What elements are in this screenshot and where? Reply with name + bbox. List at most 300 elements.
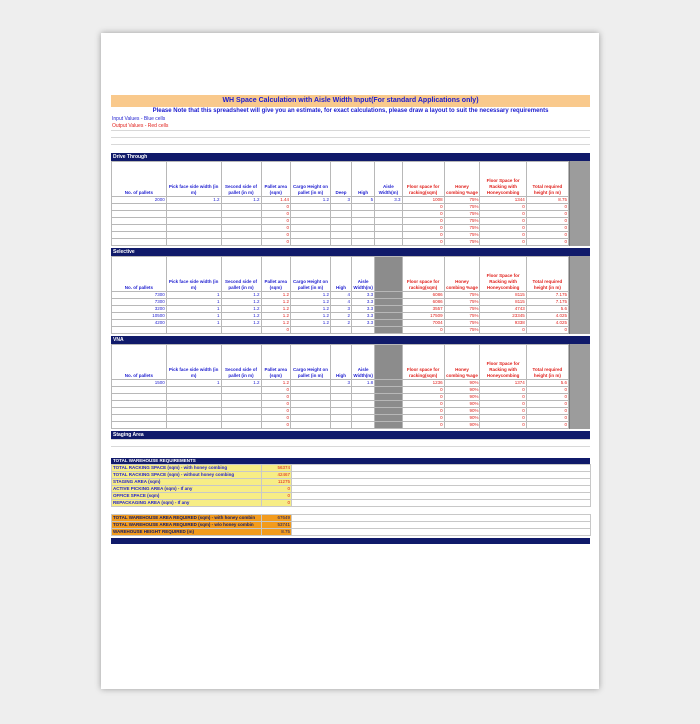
table-cell[interactable]: 7.175 — [526, 299, 568, 306]
vna-grid — [111, 344, 569, 429]
table-cell[interactable]: 1.2 — [221, 320, 261, 327]
summary-value[interactable]: 42467 — [262, 472, 292, 479]
table-cell[interactable] — [375, 327, 402, 334]
table-row — [112, 401, 569, 408]
table-cell[interactable] — [290, 218, 330, 225]
table-cell[interactable]: 1008 — [402, 197, 444, 204]
empty-cell — [292, 522, 591, 529]
table-cell[interactable] — [375, 204, 402, 211]
table-cell[interactable]: 1 — [166, 320, 221, 327]
table-cell[interactable] — [375, 320, 402, 327]
table-cell[interactable]: 0 — [402, 239, 444, 246]
table-cell[interactable]: 0 — [480, 232, 526, 239]
table-cell[interactable]: 0 — [402, 401, 444, 408]
empty-cell — [292, 486, 591, 493]
table-cell[interactable] — [330, 218, 351, 225]
table-cell[interactable] — [290, 225, 330, 232]
table-cell[interactable] — [375, 292, 402, 299]
table-row — [112, 387, 569, 394]
table-cell[interactable] — [352, 394, 375, 401]
table-cell[interactable]: 1500 — [112, 380, 167, 387]
table-cell[interactable]: 3.3 — [352, 299, 375, 306]
table-cell[interactable]: 0 — [402, 211, 444, 218]
table-cell[interactable]: 1.2 — [261, 313, 290, 320]
table-cell[interactable]: 0 — [480, 327, 526, 334]
table-cell[interactable] — [330, 422, 351, 429]
table-cell[interactable]: 0 — [261, 401, 290, 408]
table-cell[interactable]: 1.2 — [290, 197, 330, 204]
table-cell[interactable]: 0 — [480, 408, 526, 415]
table-cell[interactable]: 1.2 — [290, 313, 330, 320]
table-cell[interactable]: 1 — [166, 292, 221, 299]
table-cell[interactable]: 0 — [261, 204, 290, 211]
table-cell[interactable] — [375, 218, 402, 225]
table-cell[interactable]: 1 — [166, 306, 221, 313]
table-cell[interactable] — [112, 232, 167, 239]
table-cell[interactable]: 0 — [261, 225, 290, 232]
table-cell[interactable]: 0 — [261, 327, 290, 334]
table-cell[interactable]: 3 — [330, 380, 351, 387]
table-cell[interactable] — [375, 422, 402, 429]
table-cell[interactable] — [221, 387, 261, 394]
table-cell[interactable] — [166, 204, 221, 211]
table-cell[interactable] — [221, 327, 261, 334]
table-cell[interactable] — [112, 422, 167, 429]
vna-table — [111, 344, 590, 429]
table-cell[interactable] — [330, 394, 351, 401]
table-cell[interactable] — [290, 408, 330, 415]
table-cell[interactable]: 90% — [444, 380, 480, 387]
table-cell[interactable]: 1374 — [480, 380, 526, 387]
table-cell[interactable]: 1.2 — [261, 299, 290, 306]
table-cell[interactable] — [166, 211, 221, 218]
table-cell[interactable] — [112, 394, 167, 401]
table-cell[interactable] — [221, 401, 261, 408]
table-cell[interactable]: 5 — [352, 197, 375, 204]
table-cell[interactable]: 3.3 — [375, 197, 402, 204]
table-cell[interactable] — [330, 225, 351, 232]
table-cell[interactable]: 0 — [526, 211, 568, 218]
table-cell[interactable] — [352, 422, 375, 429]
table-cell[interactable]: 0 — [402, 408, 444, 415]
table-cell[interactable]: 3.3 — [352, 306, 375, 313]
table-cell[interactable]: 4 — [330, 292, 351, 299]
column-header — [375, 345, 402, 380]
table-cell[interactable]: 75% — [444, 204, 480, 211]
column-header: Floor space for racking(sqm) — [402, 257, 444, 292]
table-cell[interactable]: 1.2 — [221, 197, 261, 204]
table-cell[interactable]: 0 — [402, 204, 444, 211]
table-cell[interactable]: 4.025 — [526, 320, 568, 327]
table-cell[interactable] — [166, 387, 221, 394]
table-cell[interactable]: 90% — [444, 387, 480, 394]
table-cell[interactable]: 0 — [480, 415, 526, 422]
empty-cell — [292, 529, 591, 536]
table-cell[interactable]: 0 — [261, 211, 290, 218]
empty-cell — [292, 479, 591, 486]
empty-cell — [292, 500, 591, 507]
summary-label: REPACKAGING AREA (sqm) - If any — [112, 500, 262, 507]
table-cell[interactable] — [112, 218, 167, 225]
column-header: Pick face side width (in m) — [166, 345, 221, 380]
summary-value[interactable]: 11275 — [262, 479, 292, 486]
table-cell[interactable] — [112, 211, 167, 218]
table-cell[interactable]: 7.175 — [526, 292, 568, 299]
table-cell[interactable]: 0 — [480, 401, 526, 408]
legend-input: Input Values - Blue cells — [112, 116, 166, 122]
table-cell[interactable]: 1 — [166, 299, 221, 306]
scrollbar-gray-column — [569, 344, 590, 429]
table-cell[interactable] — [290, 401, 330, 408]
table-cell[interactable]: 1.2 — [290, 306, 330, 313]
column-header: Second side of pallet (in m) — [221, 345, 261, 380]
table-cell[interactable]: 0 — [480, 387, 526, 394]
table-cell[interactable]: 0 — [480, 422, 526, 429]
table-cell[interactable] — [290, 422, 330, 429]
table-cell[interactable]: 3.3 — [352, 292, 375, 299]
table-cell[interactable]: 0 — [261, 232, 290, 239]
table-cell[interactable]: 1.2 — [261, 320, 290, 327]
table-cell[interactable]: 7300 — [112, 299, 167, 306]
table-cell[interactable] — [290, 232, 330, 239]
table-cell[interactable]: 2000 — [112, 197, 167, 204]
table-cell[interactable]: 3.3 — [352, 313, 375, 320]
table-cell[interactable] — [330, 211, 351, 218]
column-header: Honey combing %age — [444, 162, 480, 197]
table-cell[interactable] — [290, 327, 330, 334]
table-cell[interactable]: 75% — [444, 320, 480, 327]
table-cell[interactable]: 0 — [402, 415, 444, 422]
table-cell[interactable]: 17509 — [402, 313, 444, 320]
table-cell[interactable] — [375, 299, 402, 306]
table-cell[interactable]: 3557 — [402, 306, 444, 313]
table-cell[interactable]: 90% — [444, 394, 480, 401]
table-cell[interactable]: 0 — [526, 401, 568, 408]
column-header: High — [352, 162, 375, 197]
table-cell[interactable]: 75% — [444, 218, 480, 225]
table-cell[interactable]: 1.8 — [352, 380, 375, 387]
table-cell[interactable]: 3 — [330, 306, 351, 313]
table-cell[interactable] — [290, 415, 330, 422]
table-cell[interactable]: 8115 — [480, 299, 526, 306]
table-cell[interactable] — [112, 327, 167, 334]
table-cell[interactable] — [290, 387, 330, 394]
table-cell[interactable] — [330, 232, 351, 239]
column-header: High — [330, 345, 351, 380]
table-cell[interactable]: 0 — [526, 204, 568, 211]
summary-value[interactable]: 56374 — [262, 465, 292, 472]
table-cell[interactable]: 0 — [480, 394, 526, 401]
table-cell[interactable] — [221, 422, 261, 429]
table-cell[interactable]: 1.2 — [290, 320, 330, 327]
table-cell[interactable]: 2 — [330, 320, 351, 327]
table-cell[interactable]: 90% — [444, 401, 480, 408]
table-cell[interactable] — [330, 408, 351, 415]
table-cell[interactable]: 1.2 — [261, 292, 290, 299]
table-cell[interactable]: 75% — [444, 292, 480, 299]
summary-value[interactable]: 0 — [262, 486, 292, 493]
table-cell[interactable] — [290, 211, 330, 218]
table-cell[interactable] — [112, 387, 167, 394]
table-cell[interactable]: 23345 — [480, 313, 526, 320]
table-cell[interactable] — [166, 232, 221, 239]
table-cell[interactable]: 0 — [402, 387, 444, 394]
table-cell[interactable]: 4.025 — [526, 313, 568, 320]
summary-label: WAREHOUSE HEIGHT REQUIRED (m) — [112, 529, 262, 536]
table-cell[interactable]: 1.2 — [261, 380, 290, 387]
table-cell[interactable]: 1236 — [402, 380, 444, 387]
table-cell[interactable] — [290, 394, 330, 401]
table-cell[interactable] — [112, 225, 167, 232]
table-cell[interactable] — [166, 415, 221, 422]
summary-value[interactable]: 0 — [262, 500, 292, 507]
section-selective: Selective — [111, 248, 590, 256]
table-cell[interactable]: 0 — [261, 218, 290, 225]
table-cell[interactable] — [330, 327, 351, 334]
column-header: No. of pallets — [112, 257, 167, 292]
table-cell[interactable]: 1.2 — [290, 299, 330, 306]
table-cell[interactable] — [112, 204, 167, 211]
table-cell[interactable] — [166, 422, 221, 429]
table-cell[interactable] — [112, 408, 167, 415]
table-row — [112, 327, 569, 334]
table-cell[interactable] — [112, 415, 167, 422]
table-cell[interactable] — [221, 232, 261, 239]
table-cell[interactable]: 0 — [526, 218, 568, 225]
table-row — [112, 422, 569, 429]
summary-row — [112, 465, 591, 472]
selective-grid — [111, 256, 569, 334]
table-cell[interactable] — [352, 204, 375, 211]
table-cell[interactable]: 7004 — [402, 320, 444, 327]
table-cell[interactable] — [352, 387, 375, 394]
table-cell[interactable]: 1.2 — [221, 380, 261, 387]
table-cell[interactable] — [166, 239, 221, 246]
table-cell[interactable]: 75% — [444, 239, 480, 246]
table-cell[interactable] — [166, 408, 221, 415]
table-cell[interactable]: 4200 — [112, 320, 167, 327]
summary-label: TOTAL WAREHOUSE AREA REQUIRED (sqm) - with honey combin — [112, 515, 262, 522]
table-cell[interactable] — [375, 306, 402, 313]
table-cell[interactable]: 4743 — [480, 306, 526, 313]
table-cell[interactable]: 1.2 — [221, 313, 261, 320]
table-cell[interactable] — [352, 232, 375, 239]
table-cell[interactable]: 1344 — [480, 197, 526, 204]
table-row — [112, 218, 569, 225]
table-cell[interactable] — [375, 225, 402, 232]
table-row — [112, 299, 569, 306]
section-staging-area: Staging Area — [111, 431, 590, 439]
table-cell[interactable]: 0 — [526, 327, 568, 334]
table-cell[interactable]: 6086 — [402, 299, 444, 306]
table-cell[interactable] — [330, 387, 351, 394]
table-cell[interactable]: 90% — [444, 415, 480, 422]
table-cell[interactable] — [352, 401, 375, 408]
table-cell[interactable] — [166, 401, 221, 408]
table-cell[interactable]: 4 — [330, 299, 351, 306]
table-cell[interactable] — [290, 239, 330, 246]
column-header: Total required height (in m) — [526, 162, 568, 197]
table-cell[interactable]: 1 — [166, 380, 221, 387]
table-cell[interactable]: 9338 — [480, 320, 526, 327]
table-cell[interactable]: 0 — [402, 218, 444, 225]
table-cell[interactable] — [352, 225, 375, 232]
table-cell[interactable]: 0 — [526, 394, 568, 401]
table-cell[interactable] — [221, 408, 261, 415]
table-cell[interactable] — [221, 415, 261, 422]
summary-row — [112, 529, 591, 536]
table-cell[interactable] — [221, 204, 261, 211]
table-cell[interactable] — [221, 218, 261, 225]
table-cell[interactable]: 1.2 — [261, 306, 290, 313]
summary-label: TOTAL RACKING SPACE (sqm) - with honey combing — [112, 465, 262, 472]
column-header: Deep — [330, 162, 351, 197]
table-cell[interactable] — [352, 211, 375, 218]
table-cell[interactable]: 1.2 — [166, 197, 221, 204]
table-cell[interactable]: 75% — [444, 299, 480, 306]
summary-value[interactable]: 8.75 — [262, 529, 292, 536]
table-cell[interactable] — [330, 204, 351, 211]
table-cell[interactable] — [375, 211, 402, 218]
table-cell[interactable]: 0 — [480, 218, 526, 225]
table-cell[interactable]: 0 — [480, 239, 526, 246]
table-cell[interactable]: 0 — [261, 394, 290, 401]
table-cell[interactable]: 0 — [480, 211, 526, 218]
table-cell[interactable] — [352, 327, 375, 334]
table-cell[interactable]: 75% — [444, 232, 480, 239]
table-cell[interactable]: 0 — [261, 387, 290, 394]
drive-through-table — [111, 161, 590, 246]
table-cell[interactable]: 1 — [166, 313, 221, 320]
table-cell[interactable]: 0 — [402, 327, 444, 334]
column-header: Second side of pallet (in m) — [221, 257, 261, 292]
summary-value[interactable]: 0 — [262, 493, 292, 500]
table-cell[interactable]: 6086 — [402, 292, 444, 299]
table-cell[interactable] — [221, 394, 261, 401]
table-cell[interactable] — [352, 415, 375, 422]
table-cell[interactable] — [375, 239, 402, 246]
table-cell[interactable] — [166, 218, 221, 225]
table-cell[interactable] — [375, 313, 402, 320]
column-header: Aisle Width(m) — [352, 345, 375, 380]
summary-row — [112, 500, 591, 507]
spreadsheet — [111, 95, 590, 544]
summary-value[interactable]: 67649 — [262, 515, 292, 522]
table-cell[interactable]: 75% — [444, 197, 480, 204]
table-cell[interactable] — [112, 401, 167, 408]
table-cell[interactable] — [166, 394, 221, 401]
table-cell[interactable]: 0 — [402, 422, 444, 429]
table-row — [112, 320, 569, 327]
table-cell[interactable]: 0 — [261, 408, 290, 415]
table-cell[interactable]: 0 — [261, 415, 290, 422]
table-cell[interactable] — [375, 387, 402, 394]
table-cell[interactable]: 1.44 — [261, 197, 290, 204]
table-cell[interactable] — [375, 415, 402, 422]
table-cell[interactable] — [352, 239, 375, 246]
table-cell[interactable]: 1.2 — [221, 306, 261, 313]
table-cell[interactable] — [166, 225, 221, 232]
table-cell[interactable] — [112, 239, 167, 246]
table-cell[interactable]: 0 — [402, 394, 444, 401]
table-cell[interactable]: 5.6 — [526, 380, 568, 387]
table-cell[interactable] — [352, 218, 375, 225]
table-cell[interactable] — [375, 401, 402, 408]
sheet-note: Please Note that this spreadsheet will give you an estimate, for exact calculations, please draw a layout to suit the necessary requirements — [152, 108, 549, 114]
table-cell[interactable]: 1.2 — [221, 292, 261, 299]
summary-yellow-table — [111, 464, 591, 507]
table-cell[interactable]: 0 — [526, 387, 568, 394]
column-header: Honey combing %age — [444, 257, 480, 292]
table-cell[interactable] — [375, 380, 402, 387]
table-cell[interactable]: 8.75 — [526, 197, 568, 204]
table-cell[interactable] — [375, 232, 402, 239]
summary-row — [112, 493, 591, 500]
table-cell[interactable] — [375, 394, 402, 401]
table-cell[interactable] — [221, 239, 261, 246]
table-cell[interactable]: 7300 — [112, 292, 167, 299]
table-cell[interactable]: 0 — [526, 225, 568, 232]
table-cell[interactable]: 3 — [330, 197, 351, 204]
table-cell[interactable]: 1.2 — [290, 292, 330, 299]
table-cell[interactable]: 75% — [444, 327, 480, 334]
table-cell[interactable]: 0 — [261, 239, 290, 246]
table-cell[interactable]: 10500 — [112, 313, 167, 320]
table-cell[interactable]: 0 — [402, 225, 444, 232]
table-cell[interactable] — [290, 204, 330, 211]
table-cell[interactable] — [352, 408, 375, 415]
column-header: Floor space for racking(sqm) — [402, 162, 444, 197]
table-cell[interactable]: 0 — [480, 225, 526, 232]
table-cell[interactable]: 1.2 — [221, 299, 261, 306]
table-row — [112, 408, 569, 415]
table-cell[interactable]: 5.6 — [526, 306, 568, 313]
column-header: Cargo Height on pallet (in m) — [290, 162, 330, 197]
table-cell[interactable]: 8115 — [480, 292, 526, 299]
table-cell[interactable]: 0 — [526, 408, 568, 415]
table-cell[interactable]: 3200 — [112, 306, 167, 313]
table-cell[interactable]: 0 — [402, 232, 444, 239]
table-cell[interactable] — [330, 239, 351, 246]
summary-value[interactable]: 53741 — [262, 522, 292, 529]
table-cell[interactable] — [290, 380, 330, 387]
table-cell[interactable]: 2 — [330, 313, 351, 320]
table-cell[interactable]: 0 — [526, 239, 568, 246]
summary-label: TOTAL RACKING SPACE (sqm) - without honey combing — [112, 472, 262, 479]
table-cell[interactable]: 0 — [480, 204, 526, 211]
table-cell[interactable] — [375, 408, 402, 415]
table-cell[interactable]: 90% — [444, 422, 480, 429]
table-cell[interactable]: 0 — [526, 232, 568, 239]
table-cell[interactable] — [330, 401, 351, 408]
table-cell[interactable]: 0 — [261, 422, 290, 429]
table-cell[interactable]: 3.3 — [352, 320, 375, 327]
empty-cell — [292, 472, 591, 479]
table-cell[interactable] — [166, 327, 221, 334]
table-cell[interactable]: 75% — [444, 225, 480, 232]
column-header — [375, 257, 402, 292]
table-cell[interactable]: 0 — [526, 415, 568, 422]
table-cell[interactable]: 90% — [444, 408, 480, 415]
table-cell[interactable] — [221, 225, 261, 232]
table-cell[interactable]: 0 — [526, 422, 568, 429]
table-cell[interactable]: 75% — [444, 211, 480, 218]
staging-empty-rows — [111, 439, 590, 453]
table-cell[interactable]: 75% — [444, 306, 480, 313]
table-cell[interactable] — [221, 211, 261, 218]
table-cell[interactable] — [330, 415, 351, 422]
table-cell[interactable]: 75% — [444, 313, 480, 320]
